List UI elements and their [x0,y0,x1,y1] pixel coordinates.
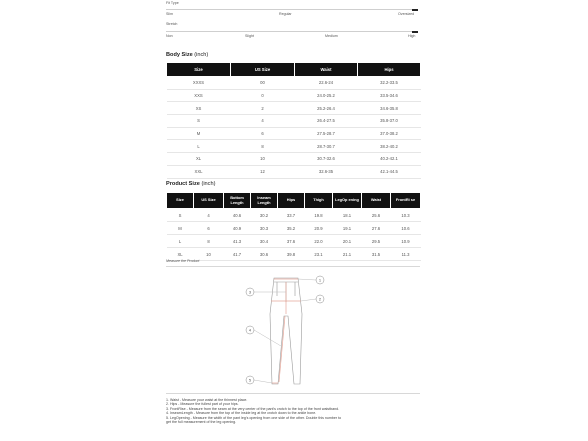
table-cell: XXS [167,89,231,102]
table-cell: 10.6 [391,222,421,235]
table-cell: 35.2 [278,222,305,235]
stretch-title: Stretch [166,22,178,26]
table-cell: 10.3 [391,209,421,222]
table-cell: S [167,209,194,222]
table-row [167,102,421,115]
table-cell: 42.1-44.5 [358,165,421,178]
table-row [167,165,421,178]
table-cell: 41.7 [224,248,251,261]
table-cell: 25.2-26.4 [295,102,358,115]
prod-header-hips: Hips [278,193,305,209]
prod-header-inseam-length: Inseam Length [251,193,278,209]
table-cell: XS [167,102,231,115]
fit-type-label-regular: Regular [279,12,292,16]
table-cell: 33.5-34.6 [358,89,421,102]
table-cell: 4 [231,115,295,128]
table-cell: 27.6 [362,222,391,235]
table-row [167,89,421,102]
table-cell: 2 [231,102,295,115]
table-cell: 41.3 [224,235,251,248]
stretch-level-mark [412,31,418,33]
table-cell: 18.1 [333,209,362,222]
fit-type-label-oversized: Oversized [398,12,415,16]
measure-product-caption: Measure the Product [166,259,200,263]
table-cell: M [167,222,194,235]
table-cell: 19.8 [305,209,333,222]
measure-notes [166,398,420,424]
table-cell: 30.4 [251,235,278,248]
table-cell: 30.2 [251,209,278,222]
table-cell: 40.9 [224,222,251,235]
prod-header-front-rise: FrontRi se [391,193,421,209]
pants-measure-diagram [228,266,358,390]
inseam-line [279,316,285,382]
body-header-waist: Waist [295,63,358,77]
size-guide-page [166,0,420,441]
table-cell: 25.6 [362,209,391,222]
stretch-scale-line [166,31,418,32]
table-cell: 38.2-40.2 [358,140,421,153]
table-cell: 40.6 [224,209,251,222]
marker-4-label: 4 [248,327,252,333]
fit-type-title: Fit Type [166,1,179,5]
prod-header-thigh: Thigh [305,193,333,209]
prod-header-size: Size [167,193,194,209]
marker-1-label: 1 [318,277,322,283]
table-row [167,140,421,153]
prod-header-us-size: US Size [194,193,224,209]
table-cell: 37.6 [278,235,305,248]
note-front-rise: 3. FrontRise - Measure from the seam at the very center of the pant's crotch to the top of the front waistband. [166,406,340,411]
table-cell: 39.8 [278,248,305,261]
table-row [167,222,421,235]
table-cell: 4 [194,209,224,222]
table-cell: 20.1 [333,235,362,248]
table-cell: 29.5 [362,235,391,248]
product-size-title: Product Size (inch) [166,181,216,187]
table-cell: 30.6 [251,248,278,261]
table-cell: 22.6-24 [295,77,358,90]
leader-lines [254,279,316,383]
table-cell: 6 [231,127,295,140]
table-cell: 26.4-27.5 [295,115,358,128]
table-cell: 19.1 [333,222,362,235]
prod-header-bottom-length: Bottom Length [224,193,251,209]
table-row [167,77,421,90]
table-cell: 6 [194,222,224,235]
table-cell: 10 [231,153,295,166]
table-cell: 32.2-33.5 [358,77,421,90]
table-row [167,235,421,248]
table-row [167,127,421,140]
prod-header-waist: Waist [362,193,391,209]
table-cell: 0 [231,89,295,102]
table-cell: S [167,115,231,128]
table-cell: 24.0-25.2 [295,89,358,102]
note-leg-opening: 5. LegOpening - Measure the width of the pant leg's opening from one side of the other. Double this number to [166,415,342,420]
divider-bottom [166,393,420,394]
measure-lines [271,279,301,383]
marker-3-label: 3 [248,289,252,295]
table-cell: 8 [194,235,224,248]
stretch-label-medium: Medium [325,34,338,38]
table-cell: XL [167,153,231,166]
table-cell: 21.1 [333,248,362,261]
stretch-label-non: Non [166,34,173,38]
note-leg-opening-cont: get the full measurement of the leg opening. [166,420,237,425]
product-size-table [166,192,421,261]
table-row [167,153,421,166]
table-cell: 11.3 [391,248,421,261]
table-cell: XL [167,248,194,261]
body-size-title: Body Size (inch) [166,52,209,58]
table-cell: XXL [167,165,231,178]
table-cell: 33.7 [278,209,305,222]
table-cell: 10.9 [391,235,421,248]
table-cell: 23.1 [305,248,333,261]
fit-type-level-mark [412,9,418,11]
table-cell: 32.6-35 [295,165,358,178]
body-size-table [166,62,421,179]
table-cell: 35.8-37.0 [358,115,421,128]
table-cell: L [167,235,194,248]
note-hips: 2. Hips - Measure the fullest part of your hips. [166,402,239,407]
body-header-size: Size [167,63,231,77]
table-row [167,115,421,128]
body-size-header-row [167,63,421,77]
table-cell: 10 [194,248,224,261]
table-cell: XXXS [167,77,231,90]
table-cell: M [167,127,231,140]
table-cell: 28.7-30.7 [295,140,358,153]
table-cell: 20.9 [305,222,333,235]
body-header-us-size: US Size [231,63,295,77]
table-cell: 31.5 [362,248,391,261]
table-cell: 00 [231,77,295,90]
stretch-label-high: High [408,34,416,38]
marker-5-label: 5 [248,377,252,383]
note-inseam-length: 4. InseamLength - Measure from the top of the inside leg at the crotch down to the ankle bone. [166,411,317,416]
table-cell: L [167,140,231,153]
note-waist: 1. Waist - Measure your waist at the thinnest place. [166,398,248,402]
marker-2-label: 2 [318,296,322,302]
fit-type-scale-line [166,9,418,10]
table-cell: 22.0 [305,235,333,248]
table-cell: 27.5-28.7 [295,127,358,140]
stretch-label-slight: Slight [245,34,254,38]
table-cell: 8 [231,140,295,153]
table-row [167,209,421,222]
table-row [167,248,421,261]
fit-type-label-slim: Slim [166,12,173,16]
table-cell: 37.0-38.2 [358,127,421,140]
table-cell: 30.7-32.6 [295,153,358,166]
prod-header-leg-opening: LegOp ening [333,193,362,209]
table-cell: 40.2-42.1 [358,153,421,166]
table-cell: 34.6-35.8 [358,102,421,115]
table-cell: 30.3 [251,222,278,235]
table-cell: 12 [231,165,295,178]
body-header-hips: Hips [358,63,421,77]
product-size-header-row [167,193,421,209]
